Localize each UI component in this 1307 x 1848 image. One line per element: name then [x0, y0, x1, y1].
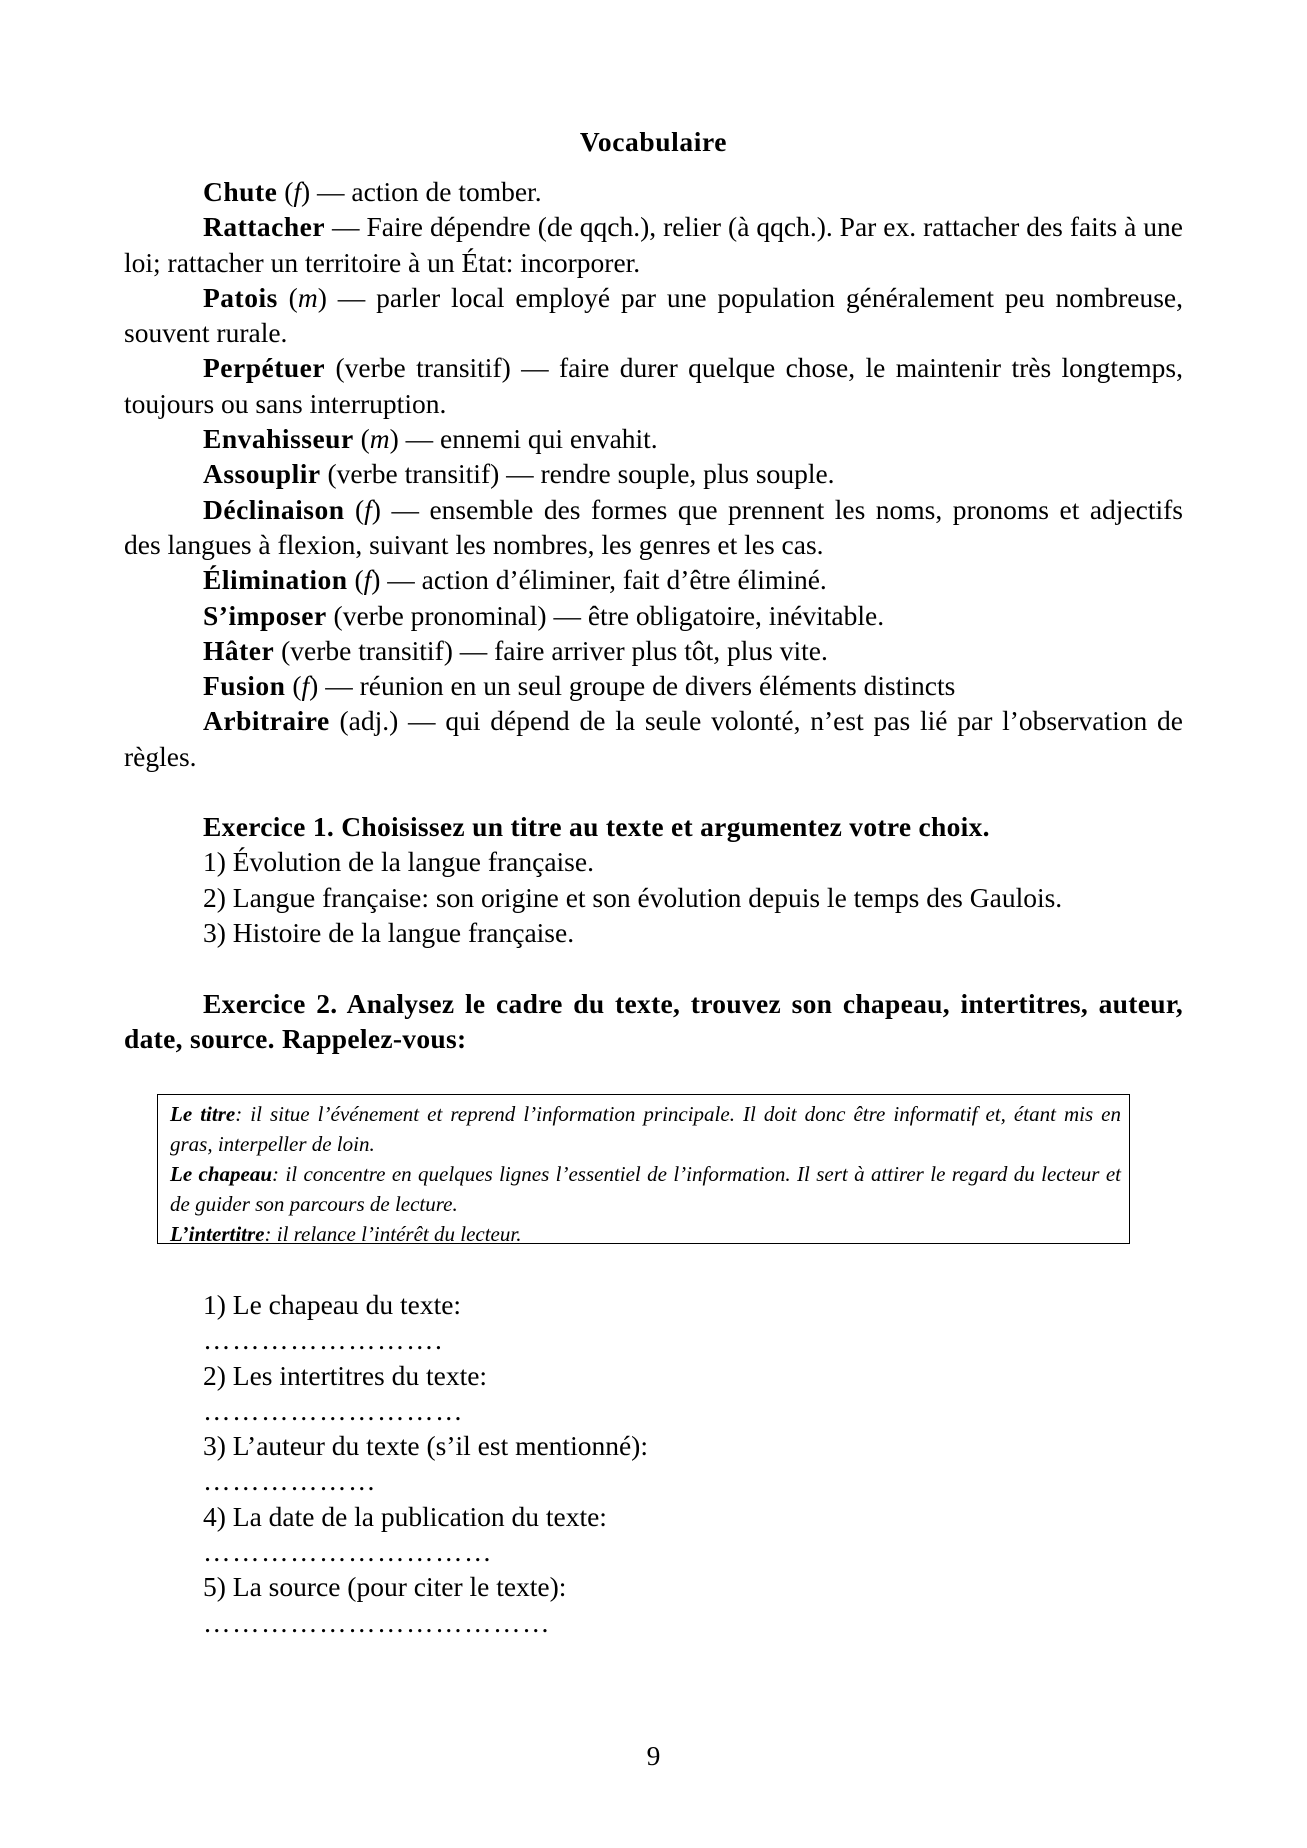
vocab-term: Déclinaison	[203, 493, 345, 525]
vocab-definition: — parler local employé par une population généralement peu nombreuse, souvent rurale.	[124, 281, 1183, 349]
vocab-term: Rattacher	[203, 211, 326, 243]
reminder-intertitre	[170, 1219, 1121, 1249]
vocab-note: (verbe pronominal)	[326, 599, 547, 631]
vocab-term: Assouplir	[203, 458, 321, 490]
vocab-definition: — action de tomber.	[310, 176, 542, 207]
vocab-note: (verbe transitif)	[320, 458, 500, 490]
vocab-entry-perpetuer	[124, 350, 1183, 421]
vocab-gender: m	[369, 423, 390, 455]
exercise-2-heading	[124, 986, 1183, 1057]
vocab-definition: — ennemi qui envahit.	[398, 423, 658, 455]
vocab-term: Arbitraire	[203, 705, 330, 737]
vocab-entry-hater	[124, 633, 1183, 668]
vocab-term: Perpétuer	[203, 352, 326, 384]
vocab-gender: f	[363, 564, 372, 596]
question-label: 3) L’auteur du texte (s’il est mentionné):	[203, 1430, 648, 1462]
vocab-definition: — ensemble des formes que prennent les noms, pronoms et adjectifs des langues à flexion, suivant les nombres, les genres et les cas.	[124, 493, 1184, 560]
vocab-definition: — rendre souple, plus souple.	[499, 458, 835, 490]
question-label: 2) Les intertitres du texte:	[203, 1359, 488, 1391]
vocab-entry-chute: Chute (f) — action de tomber.	[203, 176, 542, 207]
answer-blank: …………………………	[203, 1536, 493, 1568]
vocab-note: (verbe transitif)	[325, 352, 511, 384]
answer-blank: …………………….	[203, 1324, 444, 1356]
vocab-definition: — action d’éliminer, fait d’être éliminé.	[380, 564, 827, 596]
reminder-text: : il concentre en quelques lignes l’essentiel de l’information. Il sert à attirer le regard du lecteur et de guider son parcours de lecture.	[170, 1162, 1121, 1216]
reminder-chapeau	[170, 1159, 1121, 1219]
exercise-1-option: 2) Langue française: son origine et son évolution depuis le temps des Gaulois.	[203, 881, 1063, 913]
vocab-entry-s-imposer	[124, 598, 1183, 633]
vocab-term: Patois	[203, 281, 278, 313]
vocab-entry-arbitraire	[124, 703, 1183, 774]
reminder-text: : il relance l’intérêt du lecteur.	[264, 1222, 522, 1246]
reminder-text: : il situe l’événement et reprend l’information principale. Il doit donc être informatif et, étant mis en gras, interpeller de loin.	[170, 1102, 1121, 1156]
question-label: 1) Le chapeau du texte:	[203, 1289, 462, 1320]
vocab-note: (adj.)	[329, 705, 399, 737]
vocab-note: (verbe transitif)	[274, 634, 453, 666]
vocab-entry-envahisseur: Envahisseur (m) — ennemi qui envahit.	[203, 423, 658, 455]
reminder-lead: Le chapeau	[170, 1162, 273, 1186]
vocab-entry-assouplir	[124, 456, 1183, 491]
vocab-term: Fusion	[203, 670, 286, 702]
vocab-definition: — réunion en un seul groupe de divers éléments distincts	[318, 670, 956, 702]
vocab-gender: f	[301, 670, 310, 702]
exercise-2-instruction: Exercice 2. Analysez le cadre du texte, trouvez son chapeau, intertitres, auteur, date, source.	[124, 988, 1183, 1055]
vocab-definition: — être obligatoire, inévitable.	[546, 599, 885, 631]
vocab-definition: — Faire dépendre (de qqch.), relier (à qqch.). Par ex. rattacher des faits à une loi; rattacher un territoire à un État: incorporer.	[124, 211, 1183, 278]
reminder-lead: Le titre	[170, 1102, 236, 1126]
vocabulary-list	[124, 174, 1183, 774]
vocab-entry-fusion: Fusion (f) — réunion en un seul groupe de divers éléments distincts	[203, 670, 956, 702]
vocab-entry-elimination: Élimination (f) — action d’éliminer, fait d’être éliminé.	[203, 564, 827, 596]
vocab-term: S’imposer	[203, 599, 327, 631]
vocab-gender: f	[364, 493, 372, 525]
vocab-term: Envahisseur	[203, 423, 354, 455]
exercise-1	[124, 809, 1183, 950]
section-title: Vocabulaire	[579, 126, 728, 157]
exercise-1-option: 3) Histoire de la langue française.	[203, 916, 575, 948]
reminder-titre	[170, 1099, 1121, 1159]
vocab-gender: m	[297, 281, 318, 313]
vocab-term: Élimination	[203, 564, 348, 596]
answer-blank: ………………………………	[203, 1606, 551, 1638]
vocab-definition: — faire arriver plus tôt, plus vite.	[452, 634, 828, 666]
vocab-term: Chute	[203, 176, 278, 207]
exercise-1-option: 1) Évolution de la langue française.	[203, 846, 594, 878]
reminder-box	[157, 1094, 1130, 1244]
answer-blank: ………………………	[203, 1394, 464, 1426]
vocab-entry-rattacher	[124, 209, 1183, 280]
vocab-entry-declinaison: Déclinaison (f) — ensemble des formes que prennent les noms, pronoms et adjectifs des langues à flexion, suivant les nombres, les genres et les cas.	[124, 493, 1184, 560]
vocab-term: Hâter	[203, 634, 275, 666]
exercise-2-suffix: Rappelez-vous:	[274, 1023, 467, 1055]
vocab-entry-patois: Patois (m) — parler local employé par une population généralement peu nombreuse, souvent rurale.	[124, 281, 1183, 349]
exercise-1-heading: Exercice 1. Choisissez un titre au texte et argumentez votre choix.	[203, 811, 990, 842]
vocab-definition: — faire durer quelque chose, le maintenir très longtemps, toujours ou sans interruption.	[124, 352, 1183, 419]
vocab-definition: — qui dépend de la seule volonté, n’est pas lié par l’observation de règles.	[124, 705, 1183, 772]
vocab-gender: f	[293, 176, 301, 207]
reminder-lead: L’intertitre	[170, 1222, 265, 1246]
question-label: 5) La source (pour citer le texte):	[203, 1571, 567, 1603]
answer-blank: ………………	[203, 1465, 377, 1497]
question-label: 4) La date de la publication du texte:	[203, 1500, 607, 1532]
page-number: 9	[646, 1740, 661, 1771]
question-list	[203, 1287, 1103, 1640]
